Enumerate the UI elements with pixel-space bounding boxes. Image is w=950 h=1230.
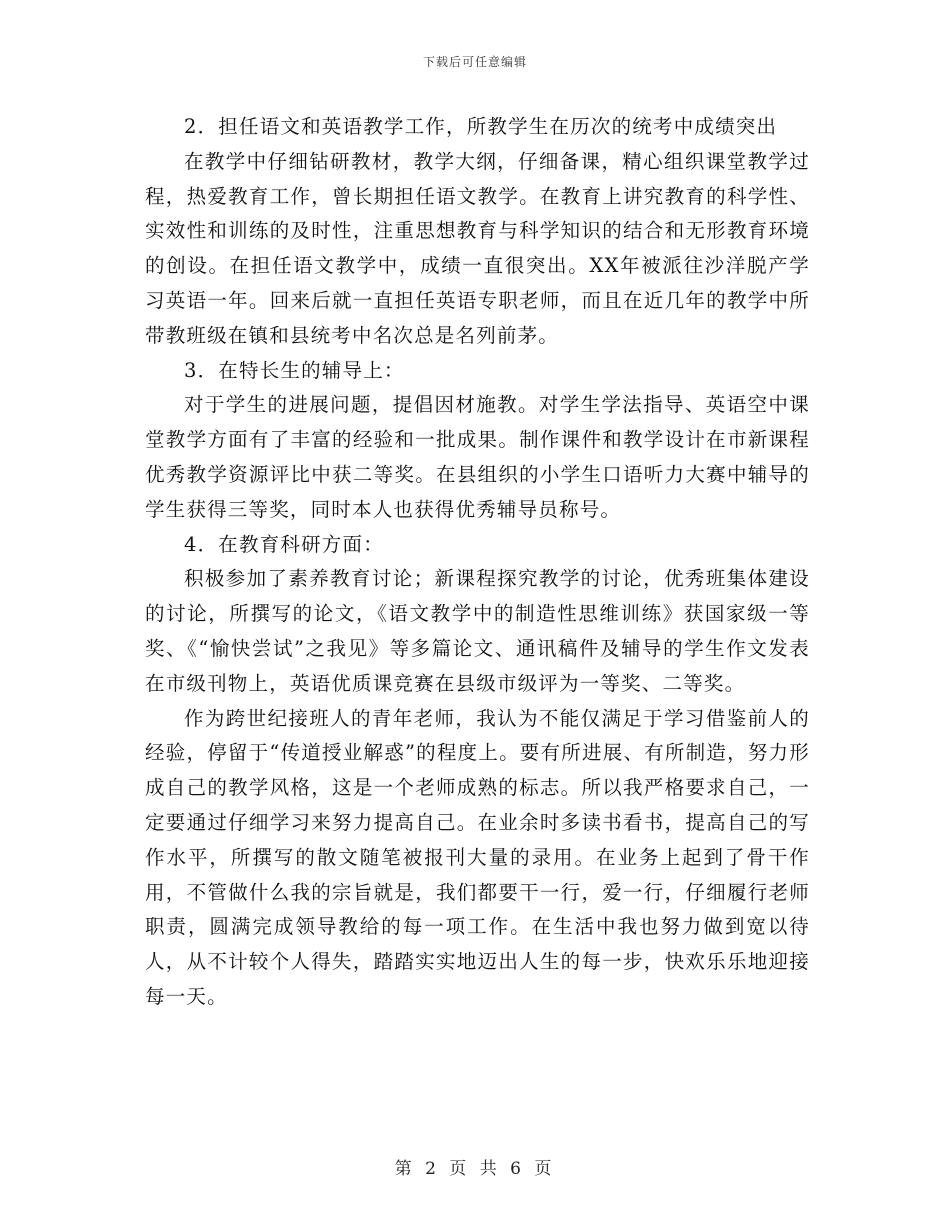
paragraph-research: 积极参加了素养教育讨论；新课程探究教学的讨论，优秀班集体建设的讨论，所撰写的论文，《语文教学中的制造性思维训练》获国家级一等奖、《“愉快尝试”之我见》等多篇论文、通讯稿件及辅导的学生作文发表在市级刊物上，英语优质课竞赛在县级市级评为一等奖、二等奖。	[145, 567, 810, 695]
document-body	[145, 110, 810, 1015]
paragraph-conclusion: 作为跨世纪接班人的青年老师，我认为不能仅满足于学习借鉴前人的经验，停留于“传道授业解惑”的程度上。要有所进展、有所制造，努力形成自己的教学风格，这是一个老师成熟的标志。所以我严格要求自己，一定要通过仔细学习来努力提高自己。在业余时多读书看书，提高自己的写作水平，所撰写的散文随笔被报刊大量的录用。在业务上起到了骨干作用，不管做什么我的宗旨就是，我们都要干一行，爱一行，仔细履行老师职责，圆满完成领导教给的每一项工作。在生活中我也努力做到宽以待人，从不计较个人得失，踏踏实实地迈出人生的每一步，快欢乐乐地迎接每一天。	[145, 706, 810, 1008]
paragraph-special-students: 对于学生的进展问题，提倡因材施教。对学生学法指导、英语空中课堂教学方面有了丰富的经验和一批成果。制作课件和教学设计在市新课程优秀教学资源评比中获二等奖。在县组织的小学生口语听力大赛中辅导的学生获得三等奖，同时本人也获得优秀辅导员称号。	[145, 393, 810, 521]
section-heading-3: 3．在特长生的辅导上：	[184, 358, 405, 382]
header-note: 下载后可任意编辑	[422, 55, 527, 69]
section-heading-4: 4．在教育科研方面：	[184, 532, 384, 556]
paragraph-teaching: 在教学中仔细钻研教材，教学大纲，仔细备课，精心组织课堂教学过程，热爱教育工作，曾长期担任语文教学。在教育上讲究教育的科学性、实效性和训练的及时性，注重思想教育与科学知识的结合和无形教育环境的创设。在担任语文教学中，成绩一直很突出。XX年被派往沙洋脱产学习英语一年。回来后就一直担任英语专职老师，而且在近几年的教学中所带教班级在镇和县统考中名次总是名列前茅。	[145, 149, 810, 347]
page-number-footer: 第 2 页 共 6 页	[394, 1159, 556, 1179]
section-heading-2: 2．担任语文和英语教学工作，所教学生在历次的统考中成绩突出	[184, 115, 778, 138]
